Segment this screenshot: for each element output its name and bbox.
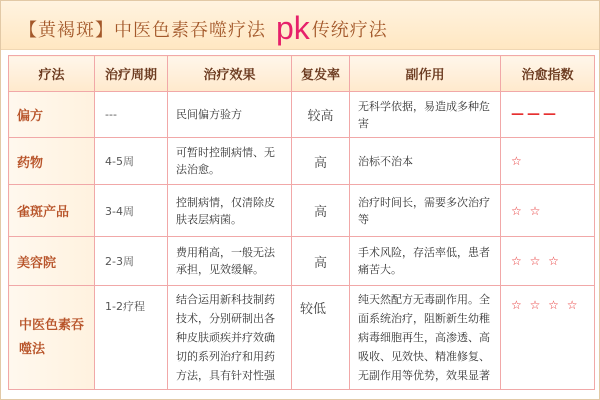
page-title [19,10,388,46]
table-header-row [9,56,595,92]
cell-index: ☆ ☆ ☆ ☆ [501,286,595,390]
cell-method: 药物 [9,138,95,185]
cell-side-effect: 无科学依据，易造成多种危害 [350,92,501,138]
title-tail: 传统疗法 [311,20,388,41]
title-main: 【黄褐斑】中医色素吞噬疗法 [19,20,266,41]
cell-index: ☆ ☆ ☆ [501,237,595,286]
header-index: 治愈指数 [501,56,595,92]
cell-period: 3-4周 [95,185,168,237]
cell-effect: 民间偏方验方 [168,92,292,138]
header-effect: 治疗效果 [168,56,292,92]
title-bar [1,1,599,50]
table-row [9,286,595,390]
header-recurrence: 复发率 [292,56,350,92]
title-pk: pk [276,10,310,46]
cell-side-effect: 治疗时间长，需要多次治疗等 [350,185,501,237]
header-method: 疗法 [9,56,95,92]
cell-period: 1-2疗程 [95,286,168,390]
cell-period: --- [95,92,168,138]
header-side-effect: 副作用 [350,56,501,92]
cell-recurrence: 高 [292,138,350,185]
cell-period: 4-5周 [95,138,168,185]
cell-effect: 结合运用新科技制药技术，分别研制出各种皮肤顽疾并疗效确切的系列治疗和用药方法，具有针对性强 [168,286,292,390]
cell-side-effect: 纯天然配方无毒副作用。全面系统治疗，阻断新生幼稚病毒细胞再生，高渗透、高吸收、见效快、精准修复、无副作用等优势，效果显著 [350,286,501,390]
cell-side-effect: 手术风险，存活率低，患者痛苦大。 [350,237,501,286]
cell-index: ——— [501,92,595,138]
cell-recurrence: 较高 [292,92,350,138]
table-row [9,185,595,237]
cell-effect: 可暂时控制病情、无法治愈。 [168,138,292,185]
cell-recurrence: 较低 [292,286,350,390]
cell-method: 中医色素吞噬法 [9,286,95,390]
cell-index: ☆ ☆ [501,185,595,237]
header-period: 治疗周期 [95,56,168,92]
table-row [9,237,595,286]
comparison-table [8,55,595,390]
cell-side-effect: 治标不治本 [350,138,501,185]
cell-index: ☆ [501,138,595,185]
table-row [9,138,595,185]
cell-recurrence: 高 [292,237,350,286]
cell-period: 2-3周 [95,237,168,286]
cell-recurrence: 高 [292,185,350,237]
cell-effect: 控制病情，仅清除皮肤表层病菌。 [168,185,292,237]
cell-method: 偏方 [9,92,95,138]
cell-method: 美容院 [9,237,95,286]
cell-effect: 费用稍高，一般无法承担，见效缓解。 [168,237,292,286]
cell-method: 雀斑产品 [9,185,95,237]
table-row [9,92,595,138]
